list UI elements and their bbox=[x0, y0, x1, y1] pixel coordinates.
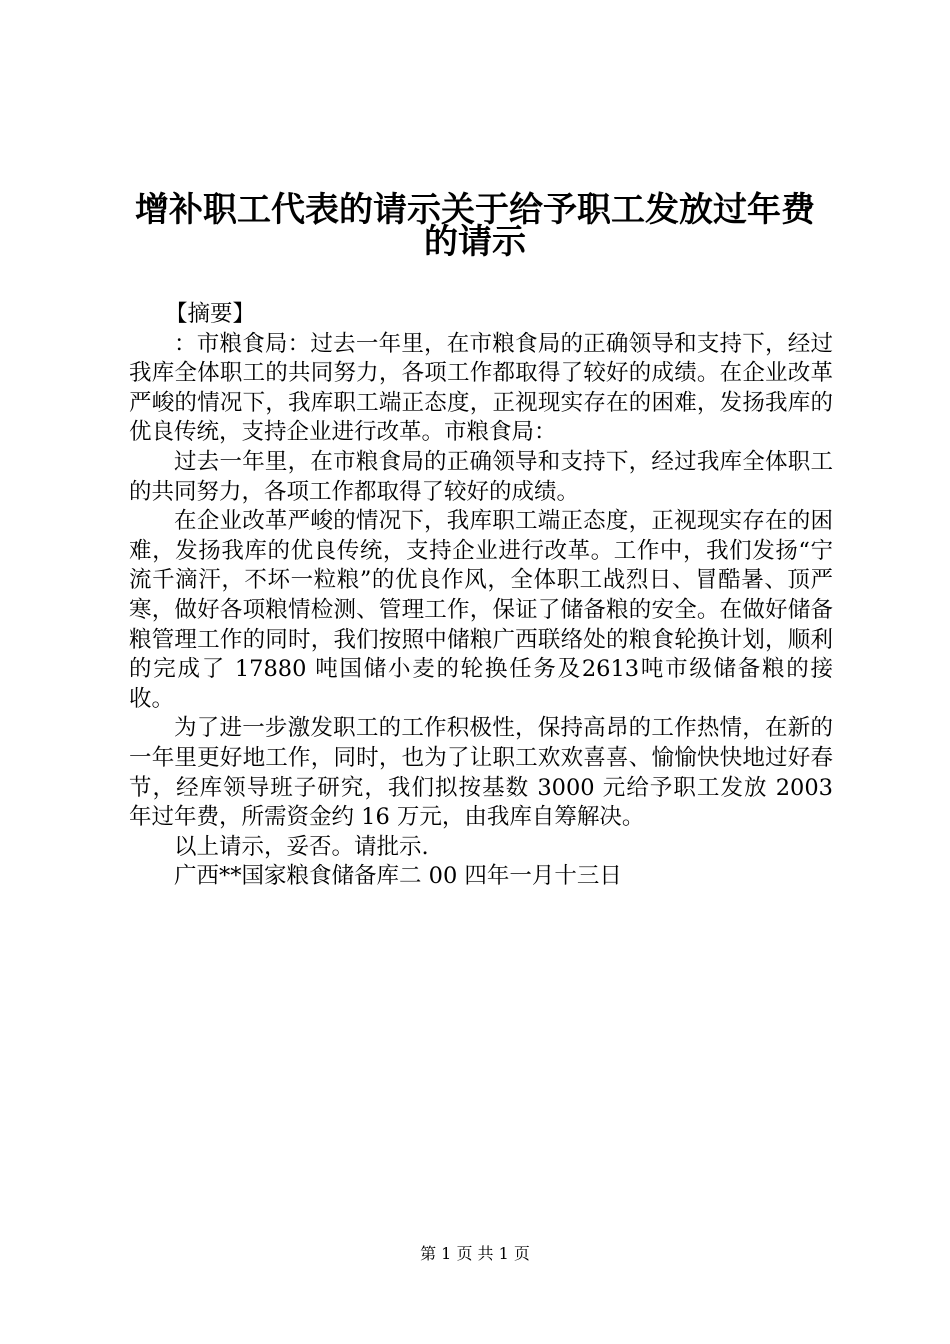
paragraph-signature: 广西**国家粮食储备库二 00 四年一月十三日 bbox=[174, 863, 622, 890]
document-title-line-2: 的请示 bbox=[424, 222, 526, 262]
paragraph-greeting: ：市粮食局：过去一年里，在市粮食局的正确领导和支持下，经过我库全体职工的共同努力，各项工作都取得了较好的成绩。在企业改革严峻的情况下，我库职工端正态度，正视现实存在的困难，发扬我库的优良传统，支持企业进行改革。市粮食局： bbox=[129, 330, 833, 446]
document-body bbox=[129, 300, 833, 892]
paragraph-intro: 过去一年里，在市粮食局的正确领导和支持下，经过我库全体职工的共同努力，各项工作都取得了较好的成绩。 bbox=[129, 448, 833, 505]
paragraph-closing: 以上请示，妥否。请批示. bbox=[174, 833, 429, 860]
paragraph-achievements: 在企业改革严峻的情况下，我库职工端正态度，正视现实存在的困难，发扬我库的优良传统，支持企业进行改革。工作中，我们发扬“宁流千滴汗，不坏一粒粮”的优良作风，全体职工战烈日、冒酷暑、顶严寒，做好各项粮情检测、管理工作，保证了储备粮的安全。在做好储备粮管理工作的同时，我们按照中储粮广西联络处的粮食轮换计划，顺利的完成了 17880 吨国储小麦的轮换任务及2613吨市级储备粮的接收。 bbox=[129, 508, 833, 712]
document-title-line-1: 增补职工代表的请示关于给予职工发放过年费 bbox=[135, 190, 815, 230]
abstract-label: 【摘要】 bbox=[165, 301, 256, 327]
page-footer: 第 1 页 共 1 页 bbox=[420, 1244, 530, 1263]
paragraph-request: 为了进一步激发职工的工作积极性，保持高昂的工作热情，在新的一年里更好地工作，同时，也为了让职工欢欢喜喜、愉愉快快地过好春节，经库领导班子研究，我们拟按基数 3000 元给予职工发放 2003 年过年费，所需资金约 16 万元，由我库自筹解决。 bbox=[129, 715, 833, 831]
